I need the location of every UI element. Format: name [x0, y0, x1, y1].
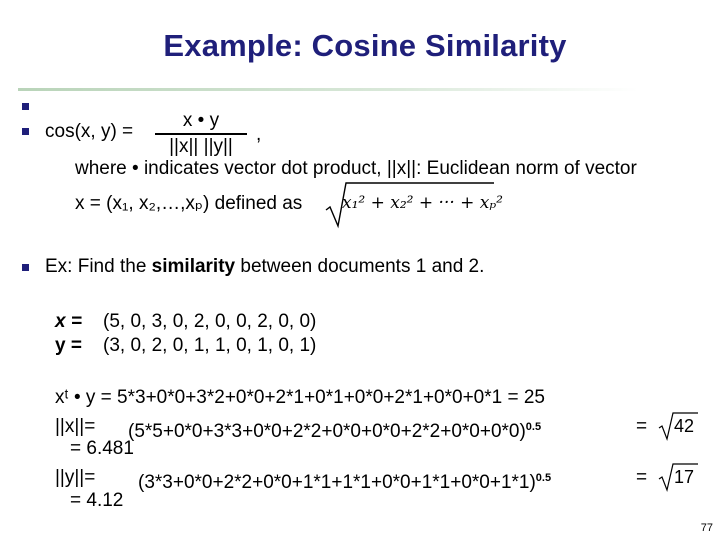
y-norm-equals: =	[636, 467, 648, 488]
fraction-numerator: x • y	[182, 110, 220, 131]
fraction-denominator: ||x|| ||y||	[169, 135, 233, 157]
vector-y-values: (3, 0, 2, 0, 1, 1, 0, 1, 0, 1)	[103, 335, 317, 356]
slide-title: Example: Cosine Similarity	[163, 28, 567, 63]
y-norm-result: = 4.12	[70, 490, 124, 511]
norm-definition-label: x = (x₁, x₂,…,xₚ) defined as	[75, 193, 303, 214]
example-bold-word: similarity	[151, 256, 236, 277]
x-norm-equals: =	[636, 416, 648, 437]
y-norm-sqrt: 17	[658, 462, 698, 492]
sqrt-radicand: x₁² + x₂² + ··· + xₚ²	[342, 193, 504, 213]
x-norm-result: = 6.481	[70, 438, 134, 459]
vector-y-label: y =	[55, 335, 82, 356]
fraction-comma: ,	[256, 124, 262, 145]
example-prompt: Ex: Find the similarity between documents 1 and 2.	[45, 256, 485, 277]
fraction-bar	[155, 133, 247, 135]
title-divider	[18, 88, 638, 91]
y-norm-lhs: ||y||=	[55, 467, 96, 488]
bullet-marker-1	[22, 128, 29, 135]
cos-lhs: cos(x, y) =	[45, 121, 134, 142]
page-number: 77	[700, 522, 713, 534]
x-norm-expression: $(5*5+0*0+3*3+0*0+2*2+0*0+0*0+2*2+0*0+0*0)^{0.5}$	[128, 421, 542, 442]
cos-fraction	[155, 110, 247, 158]
x-norm-lhs: ||x||=	[55, 416, 96, 437]
x-norm-sqrt: 42	[658, 411, 698, 441]
where-note: where • indicates vector dot product, ||x||: Euclidean norm of vector	[75, 158, 637, 179]
vector-x-label: x =	[55, 311, 82, 332]
bullet-marker-empty	[22, 103, 29, 110]
vector-x-values: (5, 0, 3, 0, 2, 0, 0, 2, 0, 0)	[103, 311, 317, 332]
bullet-marker-2	[22, 264, 29, 271]
norm-sqrt-expression	[324, 180, 504, 228]
y-norm-expression: $(3*3+0*0+2*2+0*0+1*1+1*1+0*0+1*1+0*0+1*1)^{0.5}$	[138, 472, 552, 493]
dot-product-line: xᵗ • y = 5*3+0*0+3*2+0*0+2*1+0*1+0*0+2*1+0*0+0*1 = 25	[55, 387, 545, 408]
